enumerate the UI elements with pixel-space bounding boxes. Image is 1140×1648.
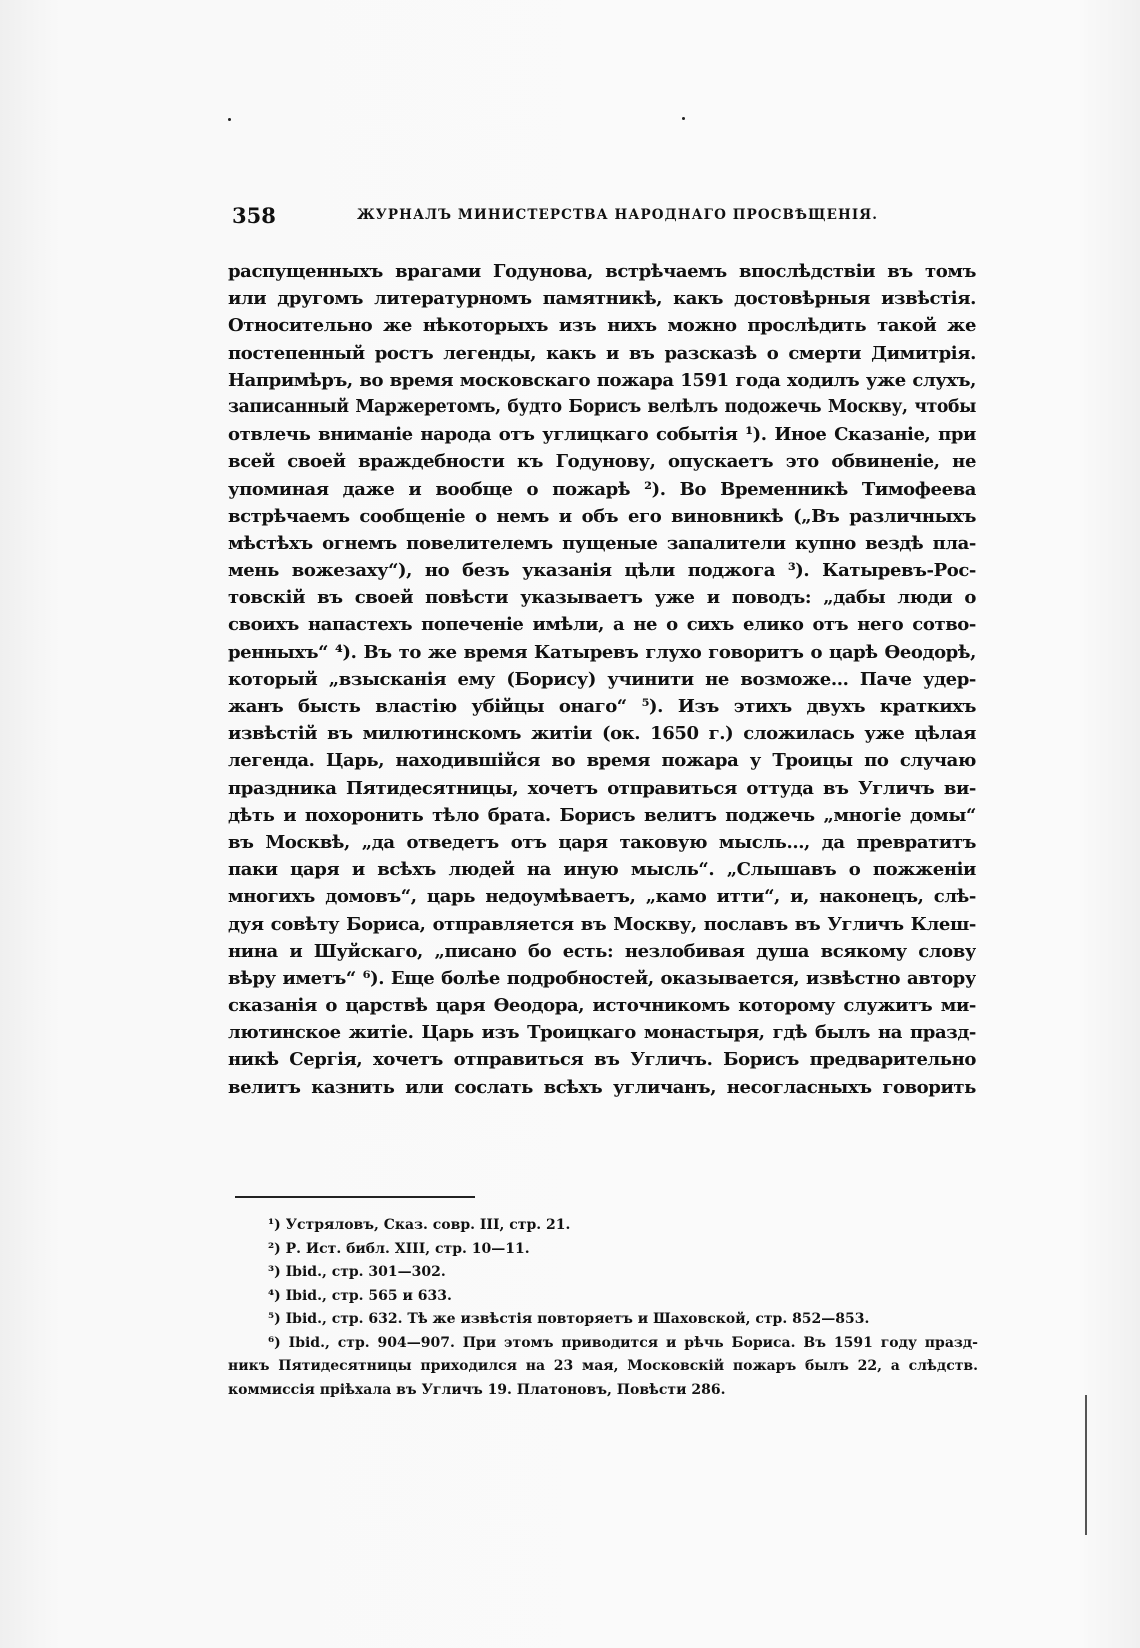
text-line: многихъ домовъ“, царь недоумѣваетъ, „камо итти“, и, наконецъ, слѣ- (228, 886, 976, 908)
footnote-continuation: коммиссія пріѣхала въ Угличъ 19. Платоновъ, Повѣсти 286. (228, 1381, 726, 1398)
text-line: вѣру иметъ“ ⁶). Еще болѣе подробностей, оказывается, извѣстно автору (228, 967, 976, 989)
footnote: ³) Ibid., стр. 301—302. (268, 1264, 446, 1280)
footnote: ⁴) Ibid., стр. 565 и 633. (268, 1287, 452, 1304)
text-line: распущенныхъ врагами Годунова, встрѣчаемъ впослѣдствіи въ томъ (228, 261, 976, 282)
text-line: товскій въ своей повѣсти указываетъ уже и поводъ: „дабы люди о (228, 587, 976, 609)
text-line: лютинское житіе. Царь изъ Троицкаго монастыря, гдѣ былъ на празд- (228, 1022, 976, 1044)
running-title: ЖУРНАЛЪ МИНИСТЕРСТВА НАРОДНАГО ПРОСВѢЩЕНІЯ. (357, 207, 879, 223)
page-header (232, 203, 977, 233)
text-line: отвлечь вниманіе народа отъ углицкаго событія ¹). Иное Сказаніе, при (228, 424, 976, 446)
text-line: Относительно же нѣкоторыхъ изъ нихъ можно прослѣдить такой же (228, 315, 976, 337)
footnotes (228, 1214, 978, 1402)
text-line: упоминая даже и вообще о пожарѣ ²). Во Временникѣ Тимофеева (228, 478, 976, 500)
footnote: ²) Р. Ист. библ. XIII, стр. 10—11. (268, 1240, 530, 1257)
footnote-continuation: никъ Пятидесятницы приходился на 23 мая, Московскій пожаръ былъ 22, а слѣдств. (228, 1358, 978, 1374)
text-line: записанный Маржеретомъ, будто Борисъ велѣлъ подожечь Москву, чтобы (228, 396, 976, 417)
text-line: извѣстій въ милютинскомъ житіи (ок. 1650 г.) сложилась уже цѣлая (228, 723, 976, 745)
text-line: ренныхъ“ ⁴). Въ то же время Катыревъ глухо говоритъ о царѣ Ѳеодорѣ, (228, 641, 976, 663)
text-line: мѣстѣхъ огнемъ повелителемъ пущеные запалители купно вездѣ пла- (228, 532, 976, 554)
footnote-separator (235, 1196, 475, 1198)
text-line: легенда. Царь, находившійся во время пожара у Троицы по случаю (228, 750, 976, 772)
text-line: дуя совѣту Бориса, отправляется въ Москву, пославъ въ Угличъ Клеш- (228, 913, 976, 935)
text-line: въ Москвѣ, „да отведетъ отъ царя таковую мысль..., да превратитъ (228, 831, 976, 853)
text-line: жанъ бысть властію убійцы онаго“ ⁵). Изъ этихъ двухъ краткихъ (228, 696, 976, 717)
text-line: сказанія о царствѣ царя Ѳеодора, источникомъ которому служитъ ми- (228, 995, 976, 1017)
text-line: постепенный ростъ легенды, какъ и въ разсказѣ о смерти Димитрія. (228, 342, 976, 364)
scan-edge-mark (1085, 1395, 1087, 1535)
footnote: ¹) Устряловъ, Сказ. совр. III, стр. 21. (268, 1217, 571, 1233)
text-line: Напримѣръ, во время московскаго пожара 1591 года ходилъ уже слухъ, (228, 369, 976, 391)
footnote: ⁶) Ibid., стр. 904—907. При этомъ приводится и рѣчь Бориса. Въ 1591 году празд- (268, 1334, 978, 1351)
text-line: нина и Шуйскаго, „писано бо есть: незлобивая душа всякому слову (228, 940, 976, 962)
text-line: паки царя и всѣхъ людей на иную мысль“. „Слышавъ о пожженіи (228, 859, 976, 881)
print-speck (228, 118, 231, 121)
text-line: или другомъ литературномъ памятникѣ, какъ достовѣрныя извѣстія. (228, 288, 976, 310)
text-line: своихъ напастехъ попеченіе имѣли, а не о сихъ елико отъ него сотво- (228, 614, 976, 636)
text-line: дѣть и похоронить тѣло брата. Борисъ велитъ поджечь „многіе домы“ (228, 804, 976, 826)
print-speck (682, 117, 685, 120)
text-line: мень вожезаху“), но безъ указанія цѣли поджога ³). Катыревъ-Рос- (228, 560, 976, 582)
text-line: встрѣчаемъ сообщеніе о немъ и объ его виновникѣ („Въ различныхъ (228, 505, 976, 527)
text-line: праздника Пятидесятницы, хочетъ отправиться оттуда въ Угличъ ви- (228, 777, 976, 799)
page-number: 358 (232, 203, 276, 228)
text-line: всей своей враждебности къ Годунову, опускаетъ это обвиненіе, не (228, 451, 976, 473)
footnote: ⁵) Ibid., стр. 632. Тѣ же извѣстія повторяетъ и Шаховской, стр. 852—853. (268, 1311, 870, 1327)
body-text (228, 258, 976, 1101)
text-line: который „взысканія ему (Борису) учинити не возможе... Паче удер- (228, 668, 976, 690)
text-line: велитъ казнить или сослать всѣхъ угличанъ, несогласныхъ говорить (228, 1076, 976, 1098)
text-line: никѣ Сергія, хочетъ отправиться въ Угличъ. Борисъ предварительно (228, 1049, 976, 1071)
